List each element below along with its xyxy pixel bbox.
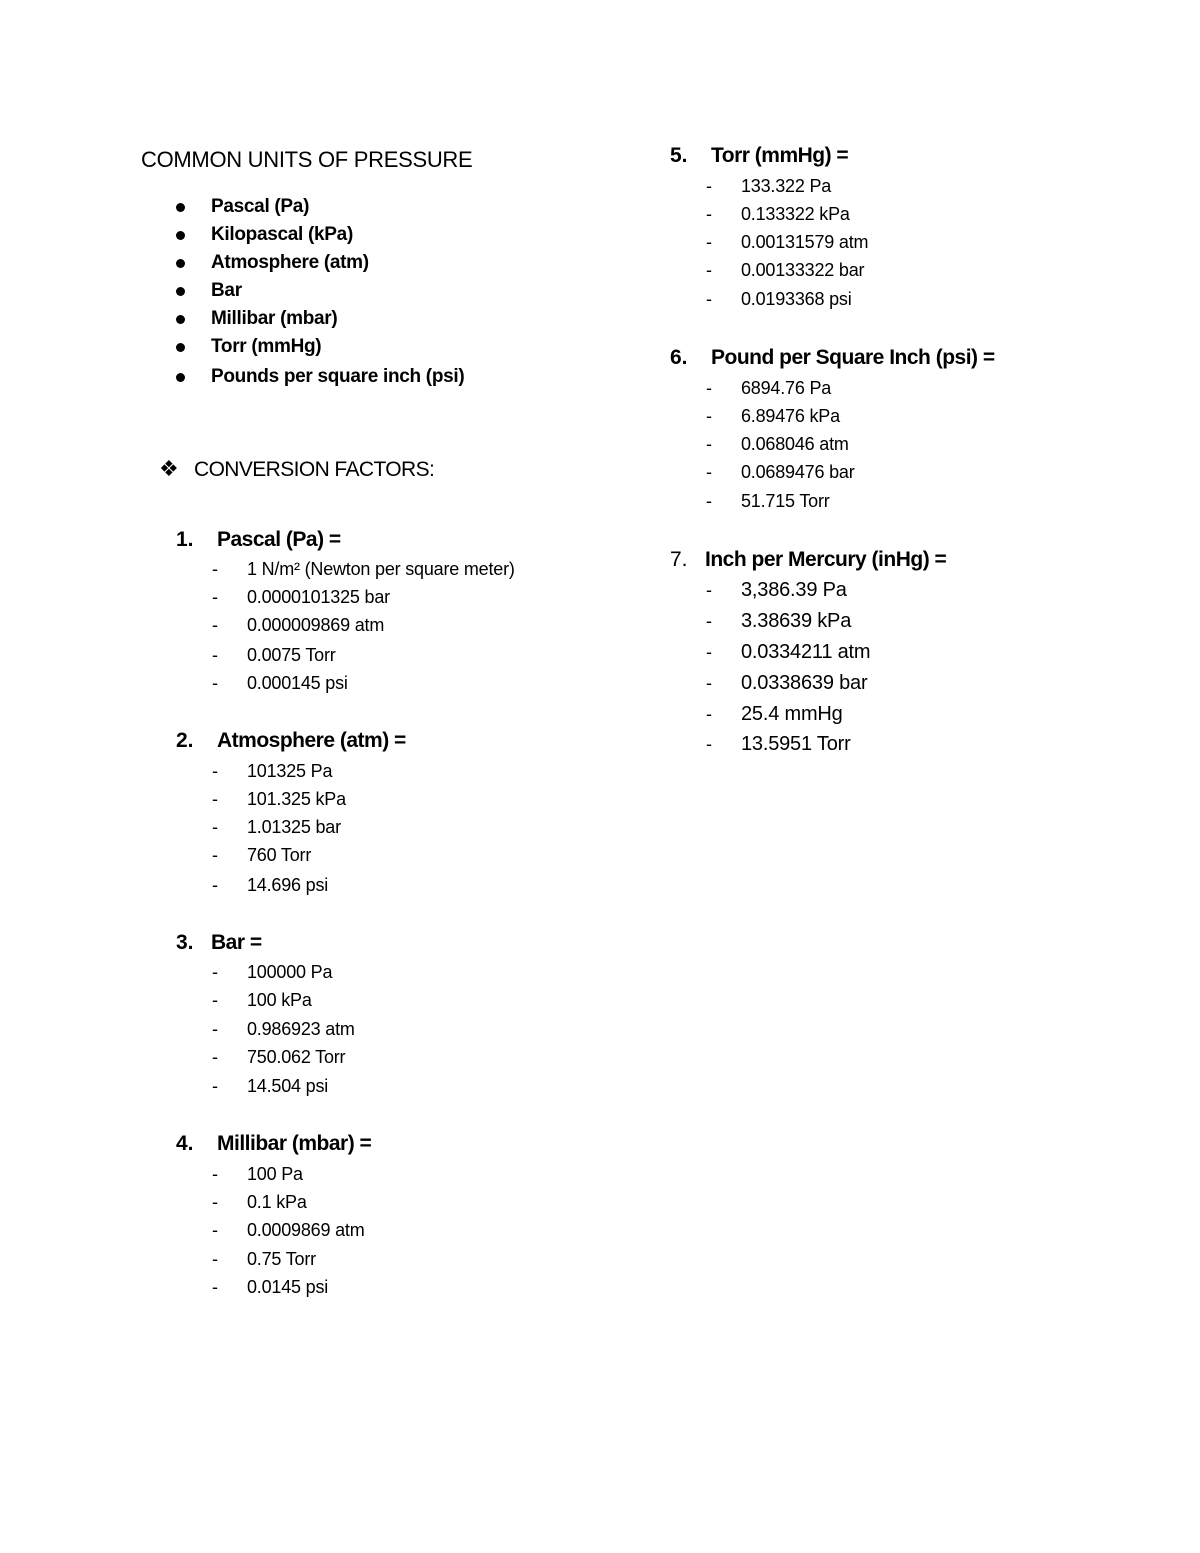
section-number: 4. — [176, 1132, 194, 1155]
conversion-value: 0.00133322 bar — [741, 260, 865, 280]
dash-marker: - — [706, 611, 712, 631]
dash-marker: - — [706, 642, 712, 662]
dash-marker: - — [212, 1047, 218, 1067]
section-number: 5. — [670, 144, 688, 167]
dash-marker: - — [212, 1019, 218, 1039]
dash-marker: - — [212, 559, 218, 579]
conversion-value: 760 Torr — [247, 845, 312, 865]
conversion-value: 0.068046 atm — [741, 434, 849, 454]
dash-marker: - — [212, 789, 218, 809]
dash-marker: - — [706, 673, 712, 693]
bullet-icon — [176, 203, 185, 212]
dash-marker: - — [212, 990, 218, 1010]
conversion-value: 6.89476 kPa — [741, 406, 840, 426]
dash-marker: - — [212, 1192, 218, 1212]
conversion-value: 100 Pa — [247, 1164, 303, 1184]
conversion-value: 13.5951 Torr — [741, 733, 851, 755]
unit-item: Kilopascal (kPa) — [211, 224, 353, 245]
dash-marker: - — [212, 1249, 218, 1269]
bullet-icon — [176, 315, 185, 324]
conversion-value: 0.0689476 bar — [741, 462, 855, 482]
dash-marker: - — [706, 704, 712, 724]
dash-marker: - — [212, 645, 218, 665]
conversion-value: 0.133322 kPa — [741, 204, 850, 224]
conversion-value: 100000 Pa — [247, 962, 333, 982]
dash-marker: - — [706, 176, 712, 196]
dash-marker: - — [212, 615, 218, 635]
unit-item: Atmosphere (atm) — [211, 252, 369, 273]
dash-marker: - — [706, 491, 712, 511]
diamond-bullet-icon: ❖ — [159, 456, 179, 481]
conversion-value: 100 kPa — [247, 990, 312, 1010]
bullet-icon — [176, 287, 185, 296]
dash-marker: - — [212, 962, 218, 982]
conversion-value: 0.75 Torr — [247, 1249, 316, 1269]
dash-marker: - — [706, 232, 712, 252]
conversion-value: 0.1 kPa — [247, 1192, 307, 1212]
dash-marker: - — [212, 817, 218, 837]
conversion-value: 0.0075 Torr — [247, 645, 336, 665]
dash-marker: - — [706, 434, 712, 454]
conversion-value: 0.000009869 atm — [247, 615, 385, 635]
dash-marker: - — [212, 673, 218, 693]
dash-marker: - — [212, 587, 218, 607]
dash-marker: - — [212, 1220, 218, 1240]
dash-marker: - — [706, 462, 712, 482]
conversion-value: 14.696 psi — [247, 875, 329, 895]
conversion-value: 0.0338639 bar — [741, 672, 868, 694]
conversion-value: 0.986923 atm — [247, 1019, 355, 1039]
dash-marker: - — [706, 406, 712, 426]
section-number: 2. — [176, 729, 194, 752]
unit-item: Torr (mmHg) — [211, 336, 322, 357]
conversion-value: 0.0000101325 bar — [247, 587, 390, 607]
unit-item: Millibar (mbar) — [211, 308, 338, 329]
section-number: 3. — [176, 931, 194, 954]
conversion-value: 3,386.39 Pa — [741, 579, 847, 601]
conversion-value: 0.0009869 atm — [247, 1220, 365, 1240]
section-number: 7. — [670, 548, 688, 571]
dash-marker: - — [212, 1076, 218, 1096]
conversion-value: 1 N/m² (Newton per square meter) — [247, 559, 515, 579]
section-number: 6. — [670, 346, 688, 369]
dash-marker: - — [706, 260, 712, 280]
conversion-value: 133.322 Pa — [741, 176, 832, 196]
section-number: 1. — [176, 528, 194, 551]
conversion-value: 101.325 kPa — [247, 789, 346, 809]
section-heading: Inch per Mercury (inHg) = — [705, 548, 947, 571]
conversion-value: 0.000145 psi — [247, 673, 348, 693]
dash-marker: - — [706, 734, 712, 754]
dash-marker: - — [706, 378, 712, 398]
section-heading: Bar = — [211, 931, 262, 954]
dash-marker: - — [706, 289, 712, 309]
conversion-value: 51.715 Torr — [741, 491, 830, 511]
unit-item: Pounds per square inch (psi) — [211, 366, 465, 387]
bullet-icon — [176, 343, 185, 352]
conversion-heading: CONVERSION FACTORS: — [194, 458, 435, 481]
conversion-value: 14.504 psi — [247, 1076, 329, 1096]
dash-marker: - — [212, 761, 218, 781]
section-heading: Pascal (Pa) = — [217, 528, 341, 551]
section-heading: Pound per Square Inch (psi) = — [711, 346, 995, 369]
unit-item: Pascal (Pa) — [211, 196, 310, 217]
conversion-value: 25.4 mmHg — [741, 703, 843, 725]
section-heading: Millibar (mbar) = — [217, 1132, 372, 1155]
conversion-value: 0.00131579 atm — [741, 232, 869, 252]
dash-marker: - — [212, 845, 218, 865]
conversion-value: 101325 Pa — [247, 761, 333, 781]
bullet-icon — [176, 373, 185, 382]
bullet-icon — [176, 231, 185, 240]
conversion-value: 0.0145 psi — [247, 1277, 329, 1297]
conversion-value: 1.01325 bar — [247, 817, 341, 837]
section-heading: Torr (mmHg) = — [711, 144, 849, 167]
unit-item: Bar — [211, 280, 242, 301]
dash-marker: - — [212, 1277, 218, 1297]
conversion-value: 0.0334211 atm — [741, 641, 871, 663]
dash-marker: - — [706, 580, 712, 600]
conversion-value: 750.062 Torr — [247, 1047, 346, 1067]
conversion-value: 6894.76 Pa — [741, 378, 832, 398]
conversion-value: 3.38639 kPa — [741, 610, 852, 632]
dash-marker: - — [706, 204, 712, 224]
document-title: COMMON UNITS OF PRESSURE — [141, 147, 473, 172]
section-heading: Atmosphere (atm) = — [217, 729, 406, 752]
bullet-icon — [176, 259, 185, 268]
dash-marker: - — [212, 1164, 218, 1184]
dash-marker: - — [212, 875, 218, 895]
conversion-value: 0.0193368 psi — [741, 289, 852, 309]
